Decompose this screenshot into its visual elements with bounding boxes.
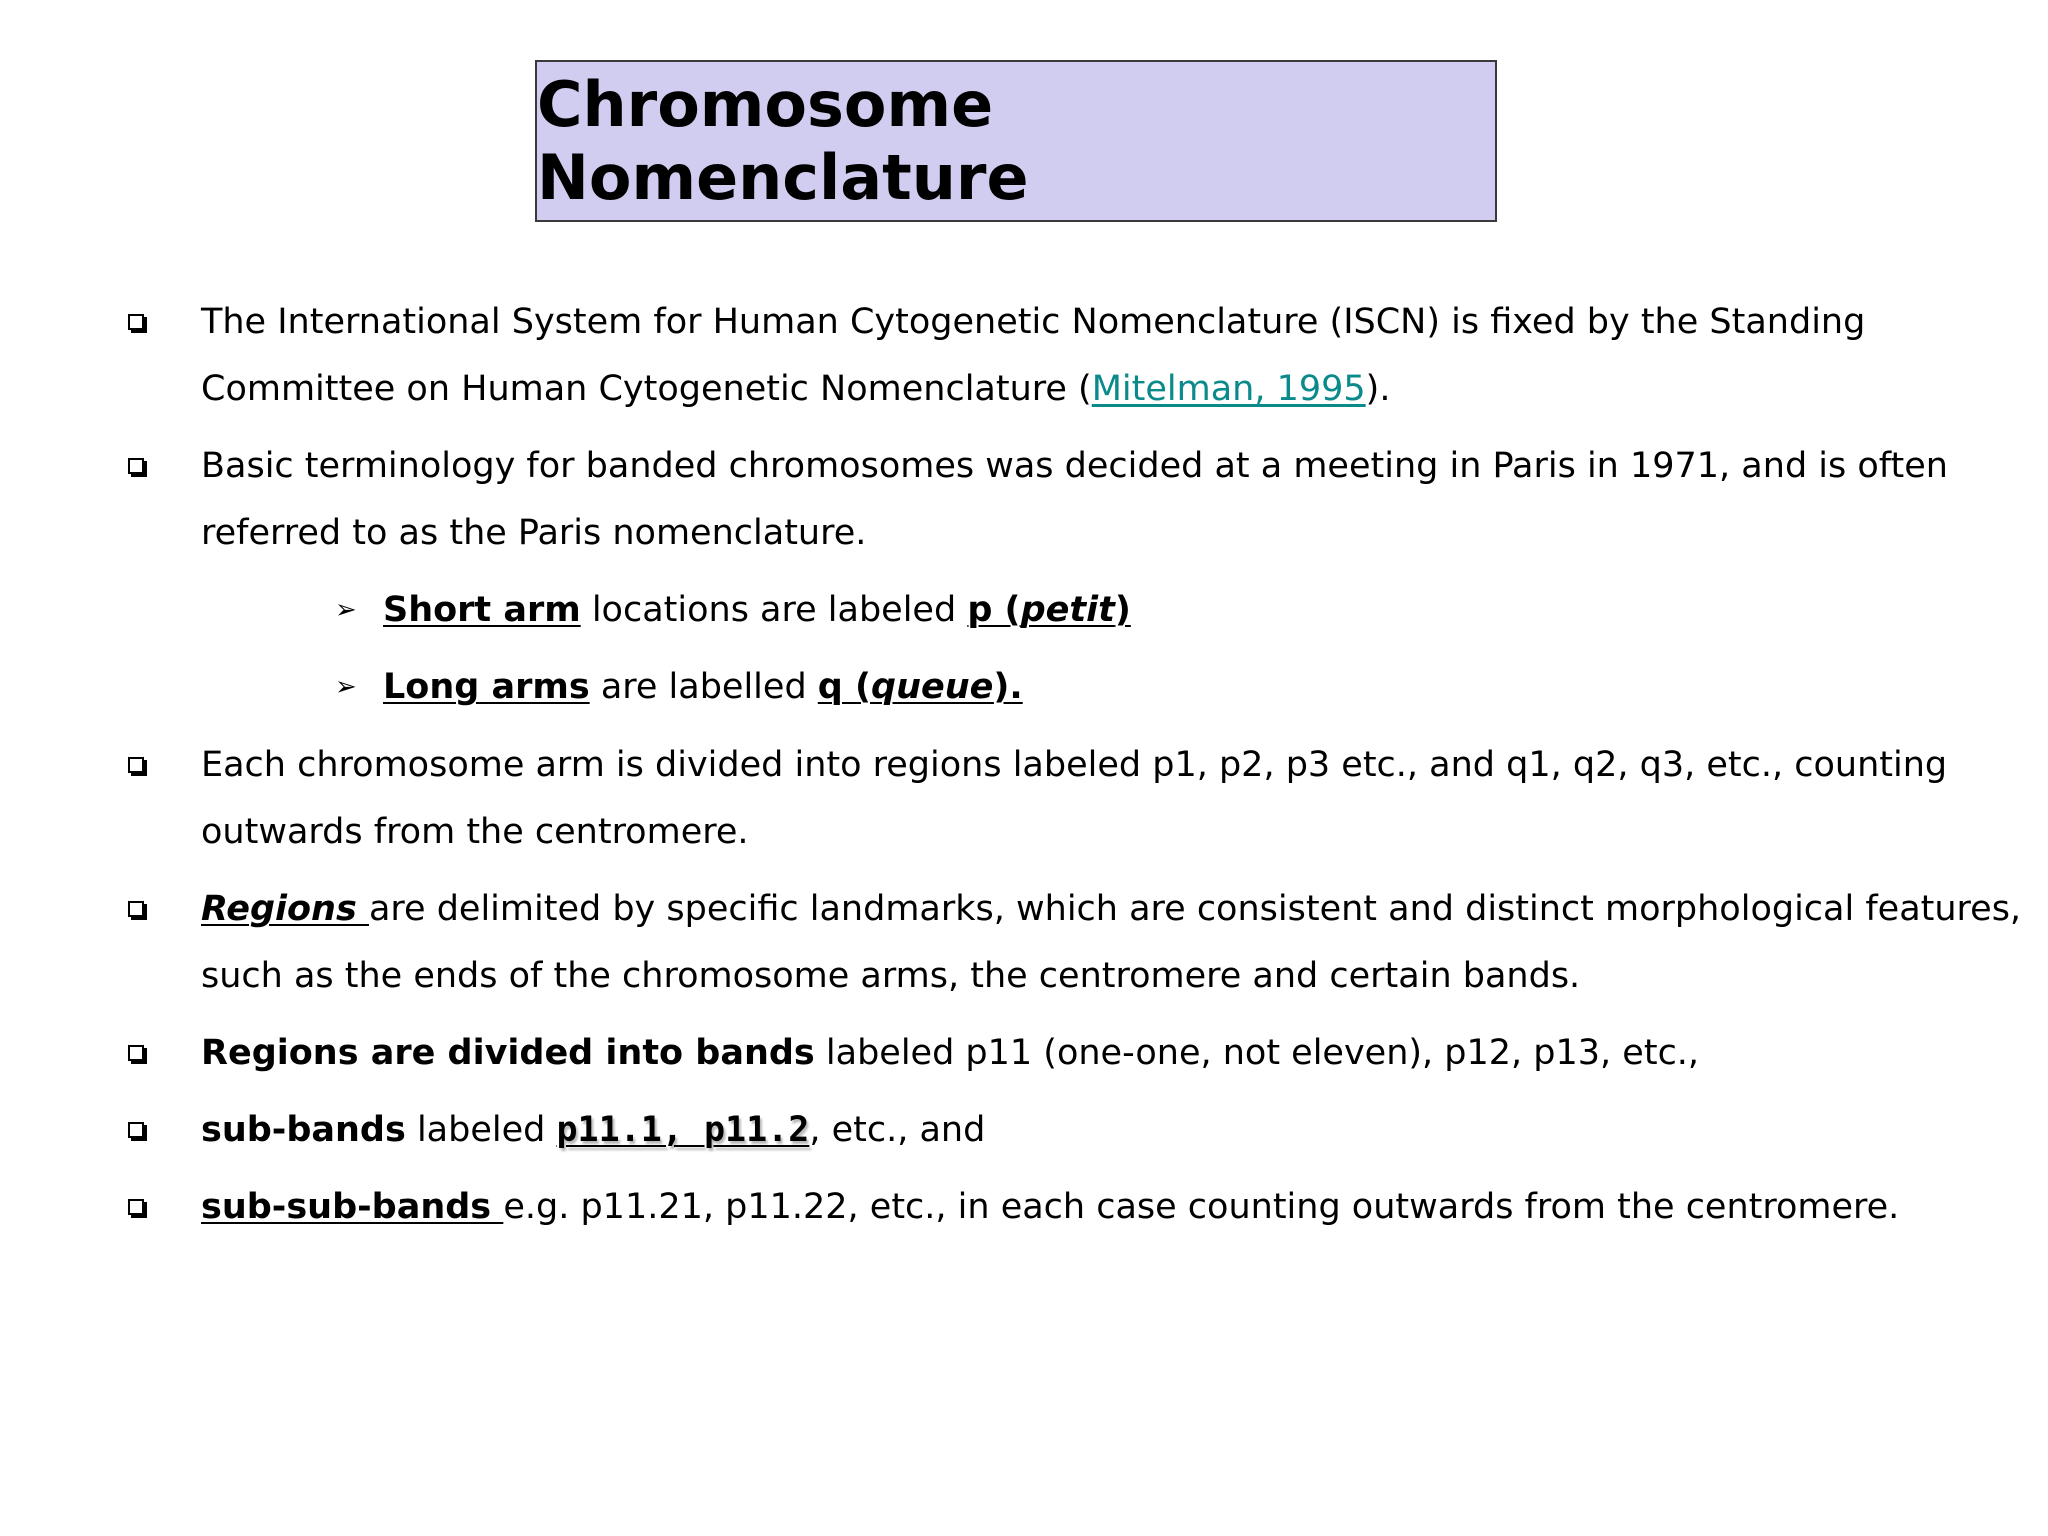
bullet-2-line-1 <box>201 443 1948 489</box>
regions-term: Regions <box>201 889 369 929</box>
bullet-4-line-2 <box>201 953 1580 999</box>
arrow-bullet-icon: ➢ <box>335 672 357 702</box>
long-arms-term: Long arms <box>383 667 590 707</box>
long-arms-code: q (queue). <box>817 667 1023 707</box>
short-arm-text: locations are labeled <box>580 590 968 630</box>
sub-bands-term: sub-bands <box>201 1110 406 1150</box>
sub-bullet-short-arm <box>383 587 1131 633</box>
bullet-5-text: labeled p11 (one-one, not eleven), p12, p13, etc., <box>814 1033 1700 1073</box>
bullet-4-text-cont: such as the ends of the chromosome arms, the centromere and certain bands. <box>201 956 1581 996</box>
bands-term: Regions are divided into bands <box>201 1033 815 1073</box>
bullet-3-text: Each chromosome arm is divided into regions labeled p1, p2, p3 etc., and q1, q2, q3, etc., counting <box>201 745 1948 785</box>
bullet-1-line-2 <box>201 366 1390 412</box>
bullet-2-text-cont: referred to as the Paris nomenclature. <box>201 513 867 553</box>
square-bullet-icon <box>128 1045 144 1061</box>
long-arms-text: are labelled <box>589 667 818 707</box>
title-box <box>535 60 1497 222</box>
bullet-4-line-1 <box>201 886 2021 932</box>
bullet-1-text: The International System for Human Cytogenetic Nomenclature (ISCN) is fixed by the Standing <box>201 302 1866 342</box>
bullet-3-text-cont: outwards from the centromere. <box>201 812 749 852</box>
square-bullet-icon <box>128 1122 144 1138</box>
bullet-1-line-1 <box>201 299 1865 345</box>
page-title: Chromosome Nomenclature <box>537 68 1029 214</box>
square-bullet-icon <box>128 458 144 474</box>
short-arm-code: p (petit) <box>967 590 1131 630</box>
sub-bands-code: p11.1, p11.2 <box>556 1110 810 1150</box>
sub-sub-bands-text: e.g. p11.21, p11.22, etc., in each case counting outwards from the centromere. <box>503 1187 1900 1227</box>
sub-bands-text: labeled <box>405 1110 557 1150</box>
bullet-5-line-1 <box>201 1030 1699 1076</box>
bullet-7-line-1 <box>201 1184 1899 1230</box>
bullet-2-line-2 <box>201 510 866 556</box>
bullet-6-line-1 <box>201 1107 985 1153</box>
bullet-3-line-2 <box>201 809 749 855</box>
bullet-2-text: Basic terminology for banded chromosomes was decided at a meeting in Paris in 1971, and is often <box>201 446 1948 486</box>
citation-link[interactable]: Mitelman, 1995 <box>1091 369 1366 409</box>
bullet-1-text-end: ). <box>1365 369 1391 409</box>
square-bullet-icon <box>128 1199 144 1215</box>
sub-bullet-long-arms <box>383 664 1023 710</box>
square-bullet-icon <box>128 314 144 330</box>
square-bullet-icon <box>128 757 144 773</box>
square-bullet-icon <box>128 901 144 917</box>
bullet-3-line-1 <box>201 742 1947 788</box>
bullet-4-text: are delimited by specific landmarks, which are consistent and distinct morphological features, <box>368 889 2022 929</box>
sub-bands-text-end: , etc., and <box>809 1110 986 1150</box>
short-arm-term: Short arm <box>383 590 581 630</box>
arrow-bullet-icon: ➢ <box>335 595 357 625</box>
sub-sub-bands-term: sub-sub-bands <box>201 1187 504 1227</box>
bullet-1-text-cont: Committee on Human Cytogenetic Nomenclature ( <box>201 369 1092 409</box>
